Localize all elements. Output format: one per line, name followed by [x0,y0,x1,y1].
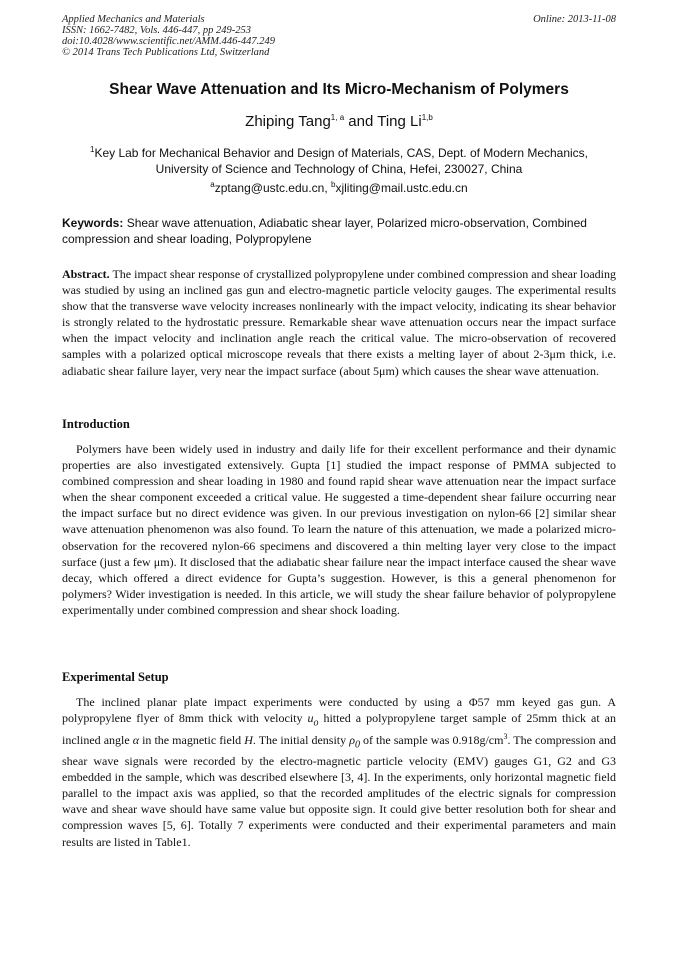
keywords-text: Shear wave attenuation, Adiabatic shear layer, Polarized micro-observation, Combined compression and shear loading, Polypropylene [62,216,587,246]
abstract [62,266,616,379]
email-marker: b [331,180,336,189]
online-date: Online: 2013-11-08 [533,14,616,25]
experimental-paragraph: The inclined planar plate impact experiments were conducted by using a Φ57 mm keyed gas gun. A polypropylene flyer of 8mm thick with velocity $u_o$ hitted a polypropylene target sample of 25mm thick at an inclined angle α in the magnetic field H. The initial density $\rho_0$ of the sample was $0.918g/cm^3$. The compression and shear wave signals were recorded by the electro-magnetic particle velocity (EMV) gauges G1, G2 and G3 embedded in the sample, which was described elsewhere [3, 4]. In the experiments, only horizontal magnetic field parallel to the impact axis was applied, so that the recorded amplitudes of the electric signals for compression wave and shear wave should have same value but opposite sign. It could give better resolution both for shear and compression waves [5, 6]. Totally 7 experiments were conducted and their experimental parameters and main results are listed in Table1. [62,695,617,849]
author-name: Zhiping Tang [245,113,331,130]
affiliation-line: University of Science and Technology of China, Hefei, 230027, China [155,162,523,176]
affil-marker: 1 [89,145,95,154]
journal-name: Applied Mechanics and Materials [62,14,205,25]
email-link: xjliting@mail.ustc.edu.cn [335,181,468,195]
abstract-label: Abstract. [62,267,110,281]
introduction-paragraph: Polymers have been widely used in industry and daily life for their excellent performance and their dynamic properties are also investigated extensively. Gupta [1] studied the impact response of PMMA subjected to combined compression and shear loading in 1980 and found rapid shear wave attenuation near the impact surface when the shear component exceeded a critical value. He suggested a time-dependent shear failure occurring near the impact surface but no direct evidence was given. In our previous investigation on nylon-66 [2] similar shear wave attenuation phenomenon was also found. To learn the nature of this attenuation, we made a polarized micro-observation for the recovered nylon-66 specimens and discovered a thin melting layer very close to the impact surface (just a few μm). It disclosed that the adiabatic shear failure near the impact interface caused the shear wave decay, which offered a direct evidence for Gupta’s suggestion. However, is this a general phenomenon for polymers? Wider investigation is needed. In this article, we will study the shear failure behavior of polypropylene experimentally under combined compression and shear shock loading. [62,442,616,617]
journal-copyright: © 2014 Trans Tech Publications Ltd, Switzerland [62,47,270,58]
journal-issn: ISSN: 1662-7482, Vols. 446-447, pp 249-253 [62,25,251,36]
author-conjunction: and [344,113,378,130]
section-heading-introduction: Introduction [62,417,130,431]
symbol-h: H [244,732,253,747]
email-marker: a [210,180,215,189]
symbol-rho: ρ [349,732,355,747]
section-heading-experimental-setup: Experimental Setup [62,670,169,684]
author-affil-marker: 1,b [421,113,433,122]
symbol-alpha: α [132,732,140,747]
author-line [62,113,616,130]
affiliation-line: $^1$Key Lab for Mechanical Behavior and Design of Materials, CAS, Dept. of Modern Mechanics, [89,145,589,160]
keywords-label: Keywords: [62,216,124,230]
author-name: Ting Li [377,113,422,130]
symbol-u: u [307,711,314,726]
email-link: zptang@ustc.edu.cn, [214,181,331,195]
author-emails [62,181,616,195]
abstract-text: The impact shear response of crystallized polypropylene under combined compression and shear loading was studied by using an inclined gas gun and electro-magnetic particle velocity gauges. The experimental results show that the transverse wave velocity increases nonlinearly with the impact velocity, indicating its shear behavior is strongly related to the hydrostatic pressure. Remarkable shear wave attenuation occurs near the impact surface when the impact velocity and inclination angle reach the critical value. The micro-observation of recovered samples with a polarized optical microscope reveals that there exists a melting layer of about 2-3μm thick, i.e. adiabatic shear failure layer, very near the impact surface (about 5μm) which causes the shear wave attenuation. [62,267,616,378]
author-affil-marker: 1, a [330,113,345,122]
keywords [62,215,616,247]
journal-doi: doi:10.4028/www.scientific.net/AMM.446-447.249 [62,36,275,47]
journal-header [62,14,616,58]
paper-title: Shear Wave Attenuation and Its Micro-Mechanism of Polymers [109,81,569,98]
affiliation [62,145,616,177]
